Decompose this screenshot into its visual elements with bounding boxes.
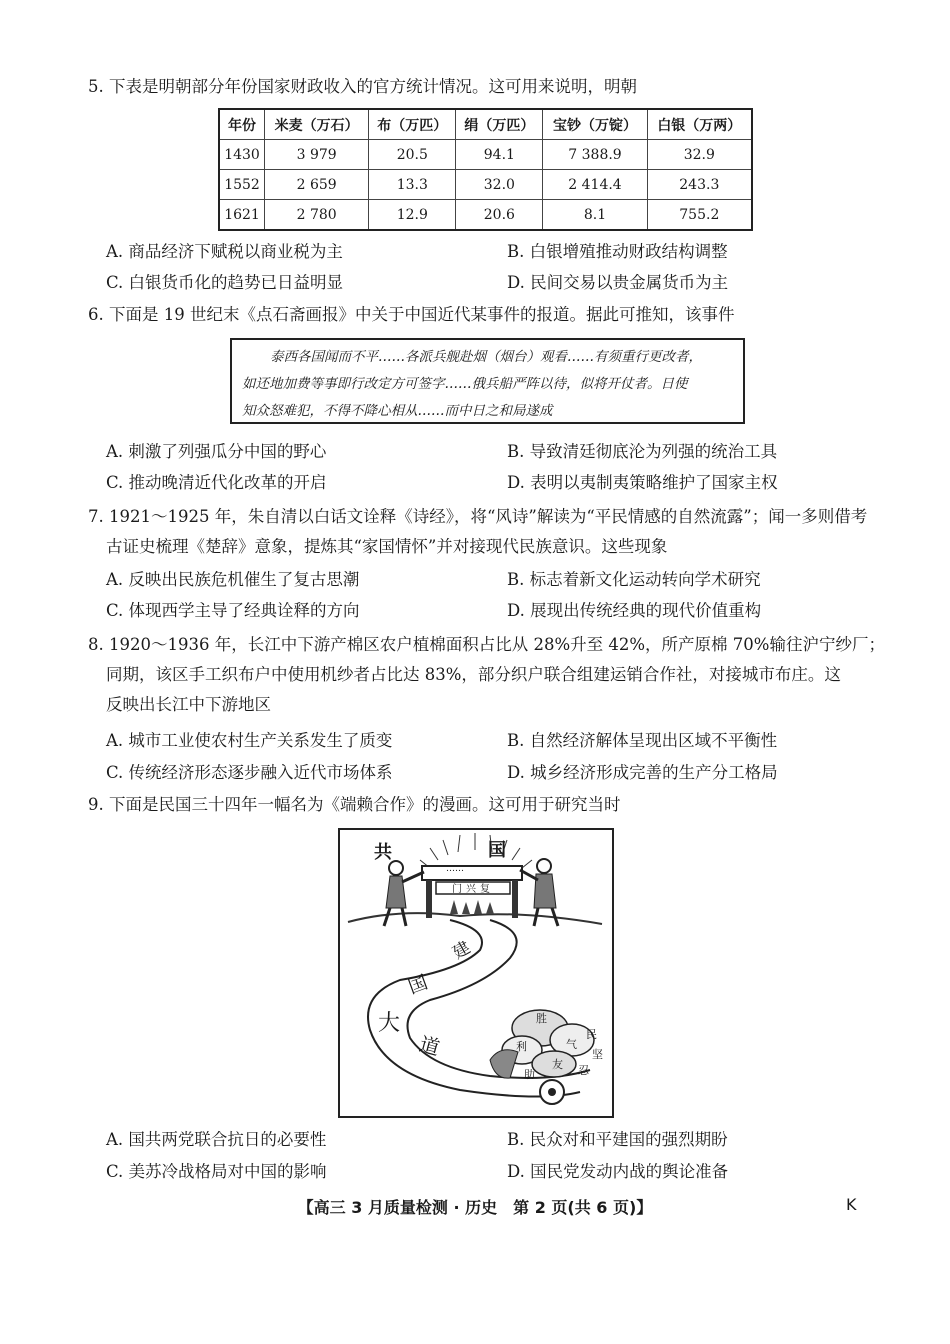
quote-line: 知众怒难犯，不得不降心相从……而中日之和局遂成 <box>242 403 553 419</box>
q8-stem-line: 8. 1920～1936 年，长江中下游产棉区农户植棉面积占比从 28%升至 42%，所产原棉 70%输往沪宁纱厂； <box>88 635 885 654</box>
table-cell: 1430 <box>219 140 265 170</box>
q6-option-d[interactable]: D. 表明以夷制夷策略维护了国家主权 <box>507 473 778 492</box>
table-cell: 3 979 <box>265 140 369 170</box>
q6-quote-box <box>230 338 745 424</box>
quote-line: 泰西各国闻而不平……各派兵舰赴烟（烟台）观看……有须重行更改者， <box>270 349 702 365</box>
table-cell: 20.5 <box>369 140 456 170</box>
sun-rays <box>420 833 532 868</box>
cart-char: 利 <box>516 1040 527 1053</box>
gate-top <box>422 866 522 880</box>
q9-option-c[interactable]: C. 美苏冷战格局对中国的影响 <box>106 1162 327 1181</box>
table-cell: 13.3 <box>369 170 456 200</box>
table-cell: 7 388.9 <box>543 140 647 170</box>
gate-pillar-left <box>426 880 432 918</box>
q9-cartoon <box>338 828 614 1118</box>
road-char: 大 <box>378 1011 401 1036</box>
q6-option-c[interactable]: C. 推动晚清近代化改革的开启 <box>106 473 327 492</box>
q9-stem: 9. 下面是民国三十四年一幅名为《端赖合作》的漫画。这可用于研究当时 <box>88 795 621 814</box>
cartoon-label-right: 国 <box>488 840 506 861</box>
cart-char: 气 <box>566 1038 577 1051</box>
q7-stem-line: 7. 1921～1925 年，朱自清以白话文诠释《诗经》，将“风诗”解读为“平民情感的自然流露”；闻一多则借考 <box>88 507 868 526</box>
q9-option-b[interactable]: B. 民众对和平建国的强烈期盼 <box>507 1130 728 1149</box>
q8-stem-line: 同期，该区手工织布户中使用机纱者占比达 83%，部分织户联合组建运销合作社，对接城市布庄。这 <box>106 665 841 684</box>
trees <box>450 900 494 914</box>
q5-option-b[interactable]: B. 白银增殖推动财政结构调整 <box>507 242 728 261</box>
cart-char: 胜 <box>536 1012 547 1025</box>
table-cell: 1552 <box>219 170 265 200</box>
q9-option-a[interactable]: A. 国共两党联合抗日的必要性 <box>106 1130 327 1149</box>
q8-stem <box>88 630 888 720</box>
table-header: 白银（万两） <box>647 109 752 140</box>
q8-option-b[interactable]: B. 自然经济解体呈现出区域不平衡性 <box>507 731 778 750</box>
q5-table <box>218 108 753 231</box>
q7-option-d[interactable]: D. 展现出传统经典的现代价值重构 <box>507 601 762 620</box>
table-header: 绢（万匹） <box>456 109 543 140</box>
figure-left <box>384 861 424 926</box>
table-header-row <box>219 109 752 140</box>
table-row <box>219 200 752 231</box>
cart-char: 忍 <box>578 1064 589 1077</box>
table-cell: 2 780 <box>265 200 369 231</box>
cartoon-drawing <box>340 830 612 1116</box>
q5-option-d[interactable]: D. 民间交易以贵金属货币为主 <box>507 273 729 292</box>
footer-mark: K <box>846 1195 857 1214</box>
q6-option-b[interactable]: B. 导致清廷彻底沦为列强的统治工具 <box>507 442 778 461</box>
cart-char: 友 <box>552 1058 563 1071</box>
road-char: 国 <box>405 971 431 999</box>
table-cell: 20.6 <box>456 200 543 231</box>
table-cell: 755.2 <box>647 200 752 231</box>
table-cell: 94.1 <box>456 140 543 170</box>
q5-stem: 5. 下表是明朝部分年份国家财政收入的官方统计情况。这可用来说明，明朝 <box>88 77 637 96</box>
q7-option-c[interactable]: C. 体现西学主导了经典诠释的方向 <box>106 601 360 620</box>
gate-pillar-right <box>512 880 518 918</box>
q8-option-c[interactable]: C. 传统经济形态逐步融入近代市场体系 <box>106 763 393 782</box>
q8-option-a[interactable]: A. 城市工业使农村生产关系发生了质变 <box>106 731 393 750</box>
table-cell: 32.0 <box>456 170 543 200</box>
table-cell: 2 414.4 <box>543 170 647 200</box>
q7-stem-line: 古证史梳理《楚辞》意象，提炼其“家国情怀”并对接现代民族意识。这些现象 <box>106 537 668 556</box>
q5-option-c[interactable]: C. 白银货币化的趋势已日益明显 <box>106 273 344 292</box>
q7-option-a[interactable]: A. 反映出民族危机催生了复古思潮 <box>106 570 360 589</box>
q5-option-a[interactable]: A. 商品经济下赋税以商业税为主 <box>106 242 343 261</box>
table-header: 宝钞（万锭） <box>543 109 647 140</box>
q7-option-b[interactable]: B. 标志着新文化运动转向学术研究 <box>507 570 761 589</box>
table-header: 米麦（万石） <box>265 109 369 140</box>
cart-char: 坚 <box>592 1048 603 1061</box>
table-cell: 243.3 <box>647 170 752 200</box>
page-footer: 【高三 3 月质量检测 · 历史 第 2 页(共 6 页)】 <box>297 1198 653 1217</box>
table-cell: 8.1 <box>543 200 647 231</box>
cartoon-gate-top: …… <box>446 864 464 874</box>
q8-option-d[interactable]: D. 城乡经济形成完善的生产分工格局 <box>507 763 778 782</box>
cartoon-gate-sign: 门兴复 <box>452 884 494 895</box>
cartoon-label-left: 共 <box>374 842 392 863</box>
table-cell: 32.9 <box>647 140 752 170</box>
table-row <box>219 140 752 170</box>
table-row <box>219 170 752 200</box>
quote-line: 如还地加费等事即行改定方可签字……俄兵船严阵以待，似将开仗者。日使 <box>242 376 688 392</box>
q9-option-d[interactable]: D. 国民党发动内战的舆论准备 <box>507 1162 729 1181</box>
table-header: 年份 <box>219 109 265 140</box>
table-cell: 2 659 <box>265 170 369 200</box>
table-header: 布（万匹） <box>369 109 456 140</box>
cart-char: 民 <box>586 1028 597 1041</box>
road-char: 建 <box>449 937 475 964</box>
q7-stem <box>88 502 888 562</box>
q6-stem: 6. 下面是 19 世纪末《点石斋画报》中关于中国近代某事件的报道。据此可推知，该事件 <box>88 305 735 324</box>
table-cell: 12.9 <box>369 200 456 231</box>
cart-char: 助 <box>524 1068 535 1081</box>
q6-option-a[interactable]: A. 刺激了列强瓜分中国的野心 <box>106 442 327 461</box>
table-cell: 1621 <box>219 200 265 231</box>
road-char: 道 <box>416 1031 443 1061</box>
q8-stem-line: 反映出长江中下游地区 <box>106 695 271 714</box>
